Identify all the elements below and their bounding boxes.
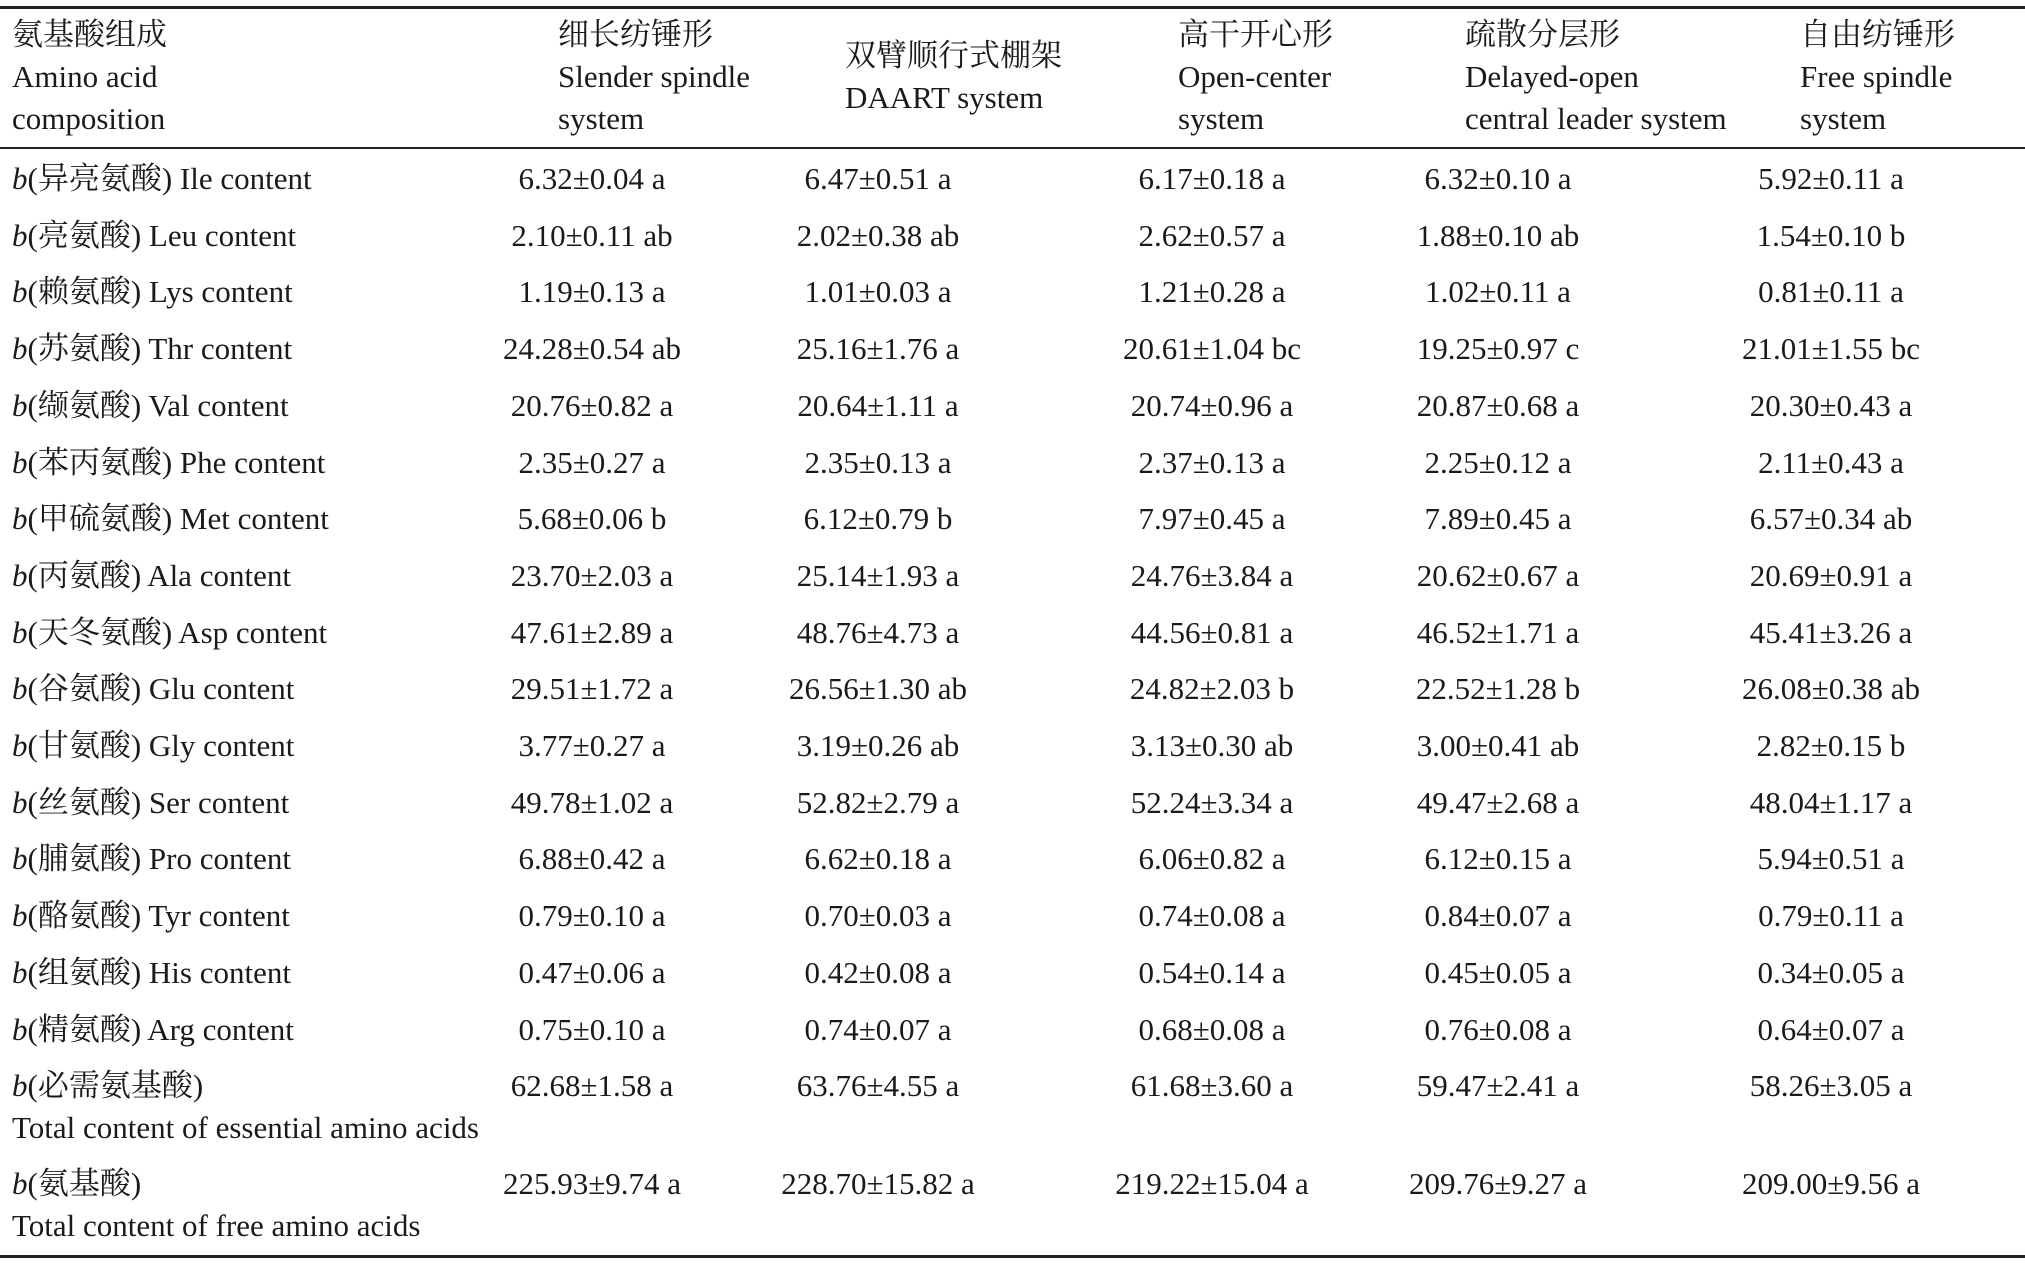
row-label-text: (缬氨酸) Val content bbox=[27, 388, 289, 423]
header-line: Amino acid bbox=[12, 59, 158, 94]
table-cell: 0.81±0.11 a bbox=[1758, 274, 1904, 309]
row-label-text: (丙氨酸) Ala content bbox=[27, 558, 291, 593]
table-cell: 5.68±0.06 b bbox=[517, 501, 667, 536]
table-cell: 47.61±2.89 a bbox=[510, 615, 674, 650]
table-cell: 3.19±0.26 ab bbox=[796, 728, 960, 763]
table-cell: 0.84±0.07 a bbox=[1424, 898, 1572, 933]
mass-fraction-symbol: b bbox=[12, 1068, 28, 1103]
table-cell: 20.87±0.68 a bbox=[1416, 388, 1580, 423]
header-slender-spindle bbox=[558, 14, 750, 140]
table-cell: 25.16±1.76 a bbox=[796, 331, 960, 366]
table-cell: 20.69±0.91 a bbox=[1749, 558, 1913, 593]
table-cell: 2.11±0.43 a bbox=[1758, 445, 1904, 480]
table-cell: 20.62±0.67 a bbox=[1416, 558, 1580, 593]
mass-fraction-symbol: b bbox=[12, 955, 28, 990]
mass-fraction-symbol: b bbox=[12, 728, 28, 763]
table-cell: 6.47±0.51 a bbox=[804, 161, 952, 196]
row-label-line bbox=[12, 1065, 479, 1107]
table-cell: 3.00±0.41 ab bbox=[1416, 728, 1580, 763]
header-line: 细长纺锤形 bbox=[558, 17, 713, 52]
row-label-text: (亮氨酸) Leu content bbox=[27, 218, 297, 253]
table-cell: 6.12±0.15 a bbox=[1424, 841, 1572, 876]
row-label-text: (丝氨酸) Ser content bbox=[27, 785, 290, 820]
table-cell: 49.47±2.68 a bbox=[1416, 785, 1580, 820]
table-cell: 0.70±0.03 a bbox=[804, 898, 952, 933]
table-cell: 29.51±1.72 a bbox=[510, 671, 674, 706]
row-label-text: (异亮氨酸) Ile content bbox=[27, 161, 312, 196]
table-cell: 2.35±0.13 a bbox=[804, 445, 952, 480]
row-label bbox=[12, 498, 329, 540]
row-label-text: (谷氨酸) Glu content bbox=[27, 671, 295, 706]
table-cell: 0.54±0.14 a bbox=[1138, 955, 1286, 990]
table-cell: 2.35±0.27 a bbox=[518, 445, 666, 480]
row-label bbox=[12, 328, 292, 370]
table-cell: 46.52±1.71 a bbox=[1416, 615, 1580, 650]
table-cell: 0.79±0.11 a bbox=[1758, 898, 1904, 933]
mass-fraction-symbol: b bbox=[12, 388, 28, 423]
table-cell: 26.08±0.38 ab bbox=[1741, 671, 1921, 706]
table-cell: 6.12±0.79 b bbox=[803, 501, 953, 536]
table-cell: 2.25±0.12 a bbox=[1424, 445, 1572, 480]
table-cell: 0.45±0.05 a bbox=[1424, 955, 1572, 990]
table-cell: 0.34±0.05 a bbox=[1757, 955, 1905, 990]
table-cell: 44.56±0.81 a bbox=[1130, 615, 1294, 650]
table-cell: 209.76±9.27 a bbox=[1408, 1166, 1588, 1201]
table-cell: 228.70±15.82 a bbox=[781, 1166, 975, 1201]
table-cell: 52.24±3.34 a bbox=[1130, 785, 1294, 820]
table-cell: 24.76±3.84 a bbox=[1130, 558, 1294, 593]
mass-fraction-symbol: b bbox=[12, 218, 28, 253]
row-label-text: (酪氨酸) Tyr content bbox=[27, 898, 290, 933]
table-cell: 20.76±0.82 a bbox=[510, 388, 674, 423]
header-line: 疏散分层形 bbox=[1465, 17, 1620, 52]
row-label-text: (氨基酸) bbox=[27, 1166, 142, 1201]
table-cell: 0.42±0.08 a bbox=[804, 955, 952, 990]
table-cell: 62.68±1.58 a bbox=[510, 1068, 674, 1103]
mass-fraction-symbol: b bbox=[12, 1012, 28, 1047]
table-cell: 25.14±1.93 a bbox=[796, 558, 960, 593]
header-line: 氨基酸组成 bbox=[12, 17, 167, 52]
header-line: 高干开心形 bbox=[1178, 17, 1333, 52]
row-label-line bbox=[12, 1163, 420, 1205]
row-label-english: Total content of essential amino acids bbox=[12, 1110, 479, 1145]
header-amino-acid-composition bbox=[12, 14, 167, 140]
row-label-text: (甲硫氨酸) Met content bbox=[27, 501, 329, 536]
row-label-line bbox=[12, 782, 289, 824]
row-label bbox=[12, 668, 294, 710]
table-cell: 49.78±1.02 a bbox=[510, 785, 674, 820]
table-cell: 20.61±1.04 bc bbox=[1122, 331, 1302, 366]
row-label-text: (天冬氨酸) Asp content bbox=[27, 615, 328, 650]
table-cell: 7.97±0.45 a bbox=[1138, 501, 1286, 536]
row-label bbox=[12, 895, 290, 937]
mass-fraction-symbol: b bbox=[12, 274, 28, 309]
header-line: system bbox=[1800, 101, 1887, 136]
table-cell: 20.64±1.11 a bbox=[797, 388, 959, 423]
row-label bbox=[12, 1163, 420, 1247]
row-label bbox=[12, 555, 291, 597]
row-label bbox=[12, 215, 296, 257]
row-label bbox=[12, 725, 294, 767]
table-cell: 2.10±0.11 ab bbox=[511, 218, 673, 253]
row-label-line bbox=[12, 328, 292, 370]
table-cell: 219.22±15.04 a bbox=[1115, 1166, 1309, 1201]
table-cell: 24.28±0.54 ab bbox=[502, 331, 682, 366]
row-label-text: (苯丙氨酸) Phe content bbox=[27, 445, 326, 480]
header-line: Free spindle bbox=[1800, 59, 1953, 94]
table-cell: 7.89±0.45 a bbox=[1424, 501, 1572, 536]
table-cell: 5.94±0.51 a bbox=[1757, 841, 1905, 876]
table-cell: 0.74±0.07 a bbox=[804, 1012, 952, 1047]
row-label bbox=[12, 612, 327, 654]
table-cell: 61.68±3.60 a bbox=[1130, 1068, 1294, 1103]
table-cell: 21.01±1.55 bc bbox=[1741, 331, 1921, 366]
table-cell: 6.32±0.04 a bbox=[518, 161, 666, 196]
header-delayed-open bbox=[1465, 14, 1727, 140]
row-label bbox=[12, 271, 293, 313]
row-label-line bbox=[12, 612, 327, 654]
mass-fraction-symbol: b bbox=[12, 1166, 28, 1201]
row-label-text: (脯氨酸) Pro content bbox=[27, 841, 291, 876]
row-label bbox=[12, 952, 291, 994]
table-cell: 2.82±0.15 b bbox=[1756, 728, 1906, 763]
table-cell: 20.30±0.43 a bbox=[1749, 388, 1913, 423]
row-label-text: (精氨酸) Arg content bbox=[27, 1012, 294, 1047]
row-label-line bbox=[12, 895, 290, 937]
table-cell: 6.62±0.18 a bbox=[804, 841, 952, 876]
row-label-line bbox=[12, 725, 294, 767]
row-label-line bbox=[12, 555, 291, 597]
table-cell: 48.04±1.17 a bbox=[1749, 785, 1913, 820]
mass-fraction-symbol: b bbox=[12, 558, 28, 593]
table-cell: 52.82±2.79 a bbox=[796, 785, 960, 820]
table-cell: 58.26±3.05 a bbox=[1749, 1068, 1913, 1103]
mass-fraction-symbol: b bbox=[12, 785, 28, 820]
table-cell: 0.74±0.08 a bbox=[1138, 898, 1286, 933]
header-line: composition bbox=[12, 101, 166, 136]
table-cell: 6.57±0.34 ab bbox=[1749, 501, 1913, 536]
table-cell: 1.19±0.13 a bbox=[518, 274, 666, 309]
mass-fraction-symbol: b bbox=[12, 331, 28, 366]
mass-fraction-symbol: b bbox=[12, 501, 28, 536]
table-cell: 3.13±0.30 ab bbox=[1130, 728, 1294, 763]
row-label-line bbox=[12, 838, 291, 880]
row-label-line bbox=[12, 442, 325, 484]
header-open-center bbox=[1178, 14, 1333, 140]
row-label-line bbox=[12, 385, 289, 427]
table-cell: 63.76±4.55 a bbox=[796, 1068, 960, 1103]
row-label bbox=[12, 158, 312, 200]
header-daart bbox=[845, 35, 1062, 119]
row-label-text: (苏氨酸) Thr content bbox=[27, 331, 293, 366]
table-bottom-rule bbox=[0, 1255, 2025, 1258]
table-cell: 3.77±0.27 a bbox=[518, 728, 666, 763]
table-cell: 1.21±0.28 a bbox=[1138, 274, 1286, 309]
table-cell: 0.76±0.08 a bbox=[1424, 1012, 1572, 1047]
row-label-line bbox=[12, 952, 291, 994]
table-cell: 2.37±0.13 a bbox=[1138, 445, 1286, 480]
table-cell: 6.17±0.18 a bbox=[1138, 161, 1286, 196]
row-label bbox=[12, 1065, 479, 1149]
header-line: 自由纺锤形 bbox=[1800, 17, 1955, 52]
table-cell: 225.93±9.74 a bbox=[502, 1166, 682, 1201]
row-label-line bbox=[12, 668, 294, 710]
table-cell: 209.00±9.56 a bbox=[1741, 1166, 1921, 1201]
table-cell: 6.32±0.10 a bbox=[1424, 161, 1572, 196]
header-line: Open-center bbox=[1178, 59, 1332, 94]
table-cell: 1.01±0.03 a bbox=[804, 274, 952, 309]
table-cell: 23.70±2.03 a bbox=[510, 558, 674, 593]
mass-fraction-symbol: b bbox=[12, 841, 28, 876]
header-line: system bbox=[1178, 101, 1265, 136]
row-label bbox=[12, 782, 289, 824]
mass-fraction-symbol: b bbox=[12, 671, 28, 706]
row-label-line bbox=[12, 158, 312, 200]
table-cell: 0.64±0.07 a bbox=[1757, 1012, 1905, 1047]
row-label-line bbox=[12, 271, 293, 313]
row-label-text: (必需氨基酸) bbox=[27, 1068, 204, 1103]
table-cell: 2.62±0.57 a bbox=[1138, 218, 1286, 253]
row-label-text: (赖氨酸) Lys content bbox=[27, 274, 293, 309]
table-cell: 59.47±2.41 a bbox=[1416, 1068, 1580, 1103]
header-line: central leader system bbox=[1465, 101, 1727, 136]
row-label-english: Total content of free amino acids bbox=[12, 1208, 421, 1243]
row-label bbox=[12, 442, 325, 484]
row-label-text: (组氨酸) His content bbox=[27, 955, 291, 990]
row-label-text: (甘氨酸) Gly content bbox=[27, 728, 295, 763]
table-cell: 24.82±2.03 b bbox=[1129, 671, 1295, 706]
table-cell: 5.92±0.11 a bbox=[1758, 161, 1904, 196]
table-cell: 19.25±0.97 c bbox=[1416, 331, 1580, 366]
header-free-spindle bbox=[1800, 14, 1955, 140]
row-label bbox=[12, 838, 291, 880]
table-top-rule bbox=[0, 6, 2025, 9]
table-cell: 20.74±0.96 a bbox=[1130, 388, 1294, 423]
table-cell: 1.02±0.11 a bbox=[1425, 274, 1571, 309]
table-cell: 1.54±0.10 b bbox=[1756, 218, 1906, 253]
table-cell: 45.41±3.26 a bbox=[1749, 615, 1913, 650]
table-cell: 22.52±1.28 b bbox=[1415, 671, 1581, 706]
header-line: Slender spindle bbox=[558, 59, 750, 94]
mass-fraction-symbol: b bbox=[12, 161, 28, 196]
row-label bbox=[12, 385, 289, 427]
table-cell: 0.47±0.06 a bbox=[518, 955, 666, 990]
table-cell: 6.88±0.42 a bbox=[518, 841, 666, 876]
header-line: 双臂顺行式棚架 bbox=[845, 38, 1062, 73]
table-cell: 0.75±0.10 a bbox=[518, 1012, 666, 1047]
table-header-rule bbox=[0, 147, 2025, 149]
table-cell: 1.88±0.10 ab bbox=[1416, 218, 1580, 253]
mass-fraction-symbol: b bbox=[12, 898, 28, 933]
mass-fraction-symbol: b bbox=[12, 615, 28, 650]
row-label-line bbox=[12, 215, 296, 257]
mass-fraction-symbol: b bbox=[12, 445, 28, 480]
row-label bbox=[12, 1009, 294, 1051]
row-label-line bbox=[12, 1009, 294, 1051]
header-line: system bbox=[558, 101, 645, 136]
header-line: Delayed-open bbox=[1465, 59, 1639, 94]
header-line: DAART system bbox=[845, 80, 1044, 115]
row-label-line bbox=[12, 498, 329, 540]
table-cell: 48.76±4.73 a bbox=[796, 615, 960, 650]
table-cell: 0.79±0.10 a bbox=[518, 898, 666, 933]
table-cell: 6.06±0.82 a bbox=[1138, 841, 1286, 876]
table-cell: 2.02±0.38 ab bbox=[796, 218, 960, 253]
table-cell: 0.68±0.08 a bbox=[1138, 1012, 1286, 1047]
table-cell: 26.56±1.30 ab bbox=[788, 671, 968, 706]
